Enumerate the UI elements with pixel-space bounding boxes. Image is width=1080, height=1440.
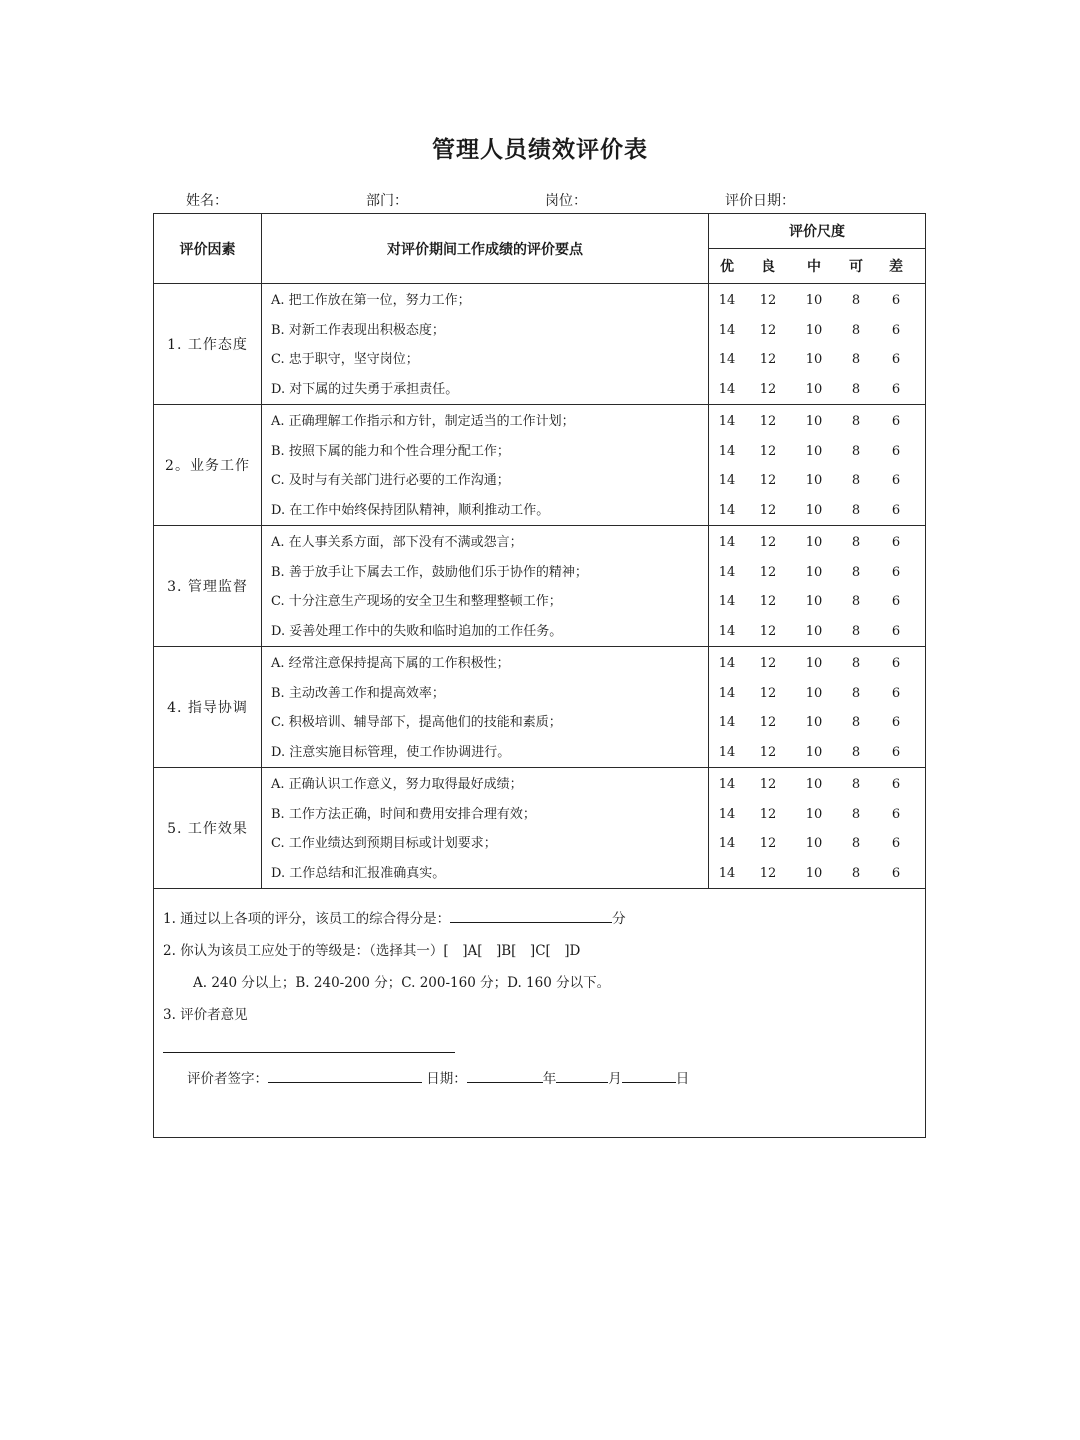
score-good[interactable]: 12 [759,744,777,760]
score-row [709,708,925,738]
evaluation-point: C. 工作业绩达到预期目标或计划要求； [271,836,497,851]
score-poor[interactable]: 6 [891,777,901,792]
score-poor[interactable]: 6 [891,473,901,488]
score-average[interactable]: 10 [805,564,823,580]
year-field[interactable] [467,1067,543,1083]
section-row [154,284,926,405]
score-excellent[interactable]: 14 [718,381,736,397]
score-poor[interactable]: 6 [891,381,901,397]
department-label: 部门： [366,193,408,209]
score-fair[interactable]: 8 [851,806,861,822]
score-row [709,679,925,709]
score-fair[interactable]: 8 [851,352,861,367]
evaluation-point: C. 及时与有关部门进行必要的工作沟通； [271,473,510,488]
score-good[interactable]: 12 [759,502,777,518]
evaluator-opinion-label: 3. 评价者意见 [163,1007,248,1023]
evaluation-point: A. 正确理解工作指示和方针，制定适当的工作计划； [271,414,575,429]
score-poor[interactable]: 6 [891,623,901,639]
evaluation-table [153,213,926,1138]
score-options [709,405,926,526]
name-label: 姓名： [186,193,228,209]
score-poor[interactable]: 6 [891,715,901,730]
score-fair[interactable]: 8 [851,623,861,639]
score-excellent[interactable]: 14 [718,715,736,730]
score-good[interactable]: 12 [759,685,777,701]
score-poor[interactable]: 6 [891,564,901,580]
evaluation-point: D. 妥善处理工作中的失败和临时追加的工作任务。 [271,623,563,639]
evaluation-points [262,768,709,889]
score-row [709,496,925,526]
year-label: 年 [542,1071,557,1087]
evaluation-point: A. 经常注意保持提高下属的工作积极性； [271,656,510,671]
score-poor[interactable]: 6 [891,685,901,701]
score-good[interactable]: 12 [759,381,777,397]
score-good[interactable]: 12 [759,322,777,338]
score-fair[interactable]: 8 [851,322,861,338]
score-average[interactable]: 10 [805,715,823,730]
score-poor[interactable]: 6 [891,836,901,851]
signature-field[interactable] [268,1067,422,1083]
score-average[interactable]: 10 [805,322,823,338]
day-field[interactable] [622,1067,676,1083]
header-levels [709,249,926,284]
level-excellent: 优 [720,259,734,275]
evaluation-point: A. 在人事关系方面，部下没有不满或怨言； [271,535,523,550]
score-row [709,649,925,679]
level-poor: 差 [889,259,903,275]
evaluation-point: B. 善于放手让下属去工作，鼓励他们乐于协作的精神； [271,564,588,580]
score-fair[interactable]: 8 [851,535,861,550]
score-good[interactable]: 12 [759,865,777,881]
evaluation-point: C. 积极培训、辅导部下，提高他们的技能和素质； [271,715,562,730]
evaluation-date-label: 评价日期： [725,193,795,209]
evaluation-point: B. 工作方法正确，时间和费用安排合理有效； [271,806,536,822]
score-average[interactable]: 10 [805,502,823,518]
score-average[interactable]: 10 [805,473,823,488]
score-row [709,466,925,496]
score-fair[interactable]: 8 [851,685,861,701]
score-excellent[interactable]: 14 [718,564,736,580]
score-excellent[interactable]: 14 [718,352,736,367]
score-unit: 分 [612,911,626,927]
score-excellent[interactable]: 14 [718,293,736,308]
total-score-question: 1. 通过以上各项的评分，该员工的综合得分是： [163,911,451,927]
score-poor[interactable]: 6 [891,293,901,308]
score-row [709,345,925,375]
section-row [154,526,926,647]
score-good[interactable]: 12 [759,293,777,308]
evaluator-opinion-field[interactable] [163,1037,455,1053]
score-fair[interactable]: 8 [851,473,861,488]
score-average[interactable]: 10 [805,594,823,609]
summary-section [154,889,926,1138]
date-label: 日期： [426,1071,467,1087]
score-poor[interactable]: 6 [891,744,901,760]
score-excellent[interactable]: 14 [718,443,736,459]
score-excellent[interactable]: 14 [718,836,736,851]
score-poor[interactable]: 6 [891,443,901,459]
score-excellent[interactable]: 14 [718,502,736,518]
score-poor[interactable]: 6 [891,865,901,881]
score-poor[interactable]: 6 [891,535,901,550]
score-row [709,617,925,647]
score-good[interactable]: 12 [759,352,777,367]
score-options [709,647,926,768]
score-fair[interactable]: 8 [851,564,861,580]
score-good[interactable]: 12 [759,564,777,580]
evaluation-point: C. 忠于职守，坚守岗位； [271,352,419,367]
score-average[interactable]: 10 [805,352,823,367]
evaluation-points [262,284,709,405]
score-average[interactable]: 10 [805,656,823,671]
score-fair[interactable]: 8 [851,293,861,308]
evaluation-points [262,526,709,647]
position-label: 岗位： [545,193,587,209]
score-average[interactable]: 10 [805,535,823,550]
factor-label: 1. 工作态度 [154,284,262,405]
score-excellent[interactable]: 14 [718,777,736,792]
evaluation-point: D. 工作总结和汇报准确真实。 [271,865,446,881]
score-excellent[interactable]: 14 [718,685,736,701]
score-average[interactable]: 10 [805,293,823,308]
score-excellent[interactable]: 14 [718,865,736,881]
score-good[interactable]: 12 [759,656,777,671]
signature-label: 评价者签字： [187,1071,268,1087]
score-row [709,375,925,405]
section-row [154,647,926,768]
score-average[interactable]: 10 [805,414,823,429]
factor-label: 3. 管理监督 [154,526,262,647]
score-row [709,286,925,316]
header-evaluation-points: 对评价期间工作成绩的评价要点 [262,214,709,284]
score-fair[interactable]: 8 [851,836,861,851]
score-good[interactable]: 12 [759,715,777,730]
score-good[interactable]: 12 [759,443,777,459]
score-good[interactable]: 12 [759,836,777,851]
section-row [154,768,926,889]
score-good[interactable]: 12 [759,414,777,429]
evaluation-point: A. 正确认识工作意义，努力取得最好成绩； [271,777,523,792]
score-row [709,738,925,768]
score-row [709,528,925,558]
score-average[interactable]: 10 [805,623,823,639]
evaluation-points [262,405,709,526]
score-excellent[interactable]: 14 [718,535,736,550]
factor-label: 4. 指导协调 [154,647,262,768]
day-label: 日 [675,1071,690,1087]
score-excellent[interactable]: 14 [718,322,736,338]
page-title: 管理人员绩效评价表 [432,137,648,163]
score-excellent[interactable]: 14 [718,414,736,429]
score-fair[interactable]: 8 [851,777,861,792]
score-row [709,437,925,467]
header-factor: 评价因素 [154,214,262,284]
score-fair[interactable]: 8 [851,381,861,397]
evaluation-point: B. 对新工作表现出积极态度； [271,322,445,338]
score-average[interactable]: 10 [805,685,823,701]
score-poor[interactable]: 6 [891,322,901,338]
score-fair[interactable]: 8 [851,715,861,730]
total-score-field[interactable] [450,907,612,923]
score-excellent[interactable]: 14 [718,806,736,822]
score-poor[interactable]: 6 [891,414,901,429]
score-excellent[interactable]: 14 [718,744,736,760]
score-fair[interactable]: 8 [851,594,861,609]
score-average[interactable]: 10 [805,443,823,459]
grade-question: 2. 你认为该员工应处于的等级是：（选择其一）[ ]A[ ]B[ ]C[ ]D [163,943,581,959]
score-row [709,407,925,437]
score-row [709,859,925,889]
score-row [709,800,925,830]
grade-scale: A. 240 分以上；B. 240-200 分；C. 200-160 分；D. 160 分以下。 [193,975,611,991]
evaluation-point: D. 对下属的过失勇于承担责任。 [271,381,459,397]
score-row [709,316,925,346]
score-options [709,284,926,405]
score-options [709,768,926,889]
level-good: 良 [761,259,775,275]
score-fair[interactable]: 8 [851,414,861,429]
score-average[interactable]: 10 [805,744,823,760]
evaluation-point: B. 按照下属的能力和个性合理分配工作； [271,443,510,459]
score-good[interactable]: 12 [759,806,777,822]
level-average: 中 [807,259,821,275]
month-label: 月 [608,1071,622,1087]
score-average[interactable]: 10 [805,777,823,792]
score-row [709,770,925,800]
factor-label: 2。业务工作 [154,405,262,526]
level-fair: 可 [849,259,863,275]
score-excellent[interactable]: 14 [718,594,736,609]
score-good[interactable]: 12 [759,535,777,550]
score-average[interactable]: 10 [805,865,823,881]
evaluation-point: C. 十分注意生产现场的安全卫生和整理整顿工作； [271,594,562,609]
score-poor[interactable]: 6 [891,656,901,671]
score-good[interactable]: 12 [759,473,777,488]
score-row [709,558,925,588]
score-average[interactable]: 10 [805,836,823,851]
section-row [154,405,926,526]
score-excellent[interactable]: 14 [718,623,736,639]
score-excellent[interactable]: 14 [718,473,736,488]
evaluation-point: D. 注意实施目标管理，使工作协调进行。 [271,744,511,760]
score-row [709,587,925,617]
score-fair[interactable]: 8 [851,656,861,671]
month-field[interactable] [556,1067,608,1083]
score-fair[interactable]: 8 [851,502,861,518]
evaluation-point: B. 主动改善工作和提高效率； [271,685,445,701]
score-row [709,829,925,859]
header-scale: 评价尺度 [709,214,926,249]
score-good[interactable]: 12 [759,594,777,609]
score-fair[interactable]: 8 [851,443,861,459]
score-average[interactable]: 10 [805,806,823,822]
score-options [709,526,926,647]
score-poor[interactable]: 6 [891,352,901,367]
evaluation-point: D. 在工作中始终保持团队精神，顺利推动工作。 [271,502,550,518]
score-fair[interactable]: 8 [851,744,861,760]
evaluation-point: A. 把工作放在第一位，努力工作； [271,293,471,308]
score-poor[interactable]: 6 [891,594,901,609]
evaluation-points [262,647,709,768]
factor-label: 5. 工作效果 [154,768,262,889]
score-good[interactable]: 12 [759,623,777,639]
score-fair[interactable]: 8 [851,865,861,881]
score-average[interactable]: 10 [805,381,823,397]
score-good[interactable]: 12 [759,777,777,792]
score-excellent[interactable]: 14 [718,656,736,671]
score-poor[interactable]: 6 [891,806,901,822]
score-poor[interactable]: 6 [891,502,901,518]
